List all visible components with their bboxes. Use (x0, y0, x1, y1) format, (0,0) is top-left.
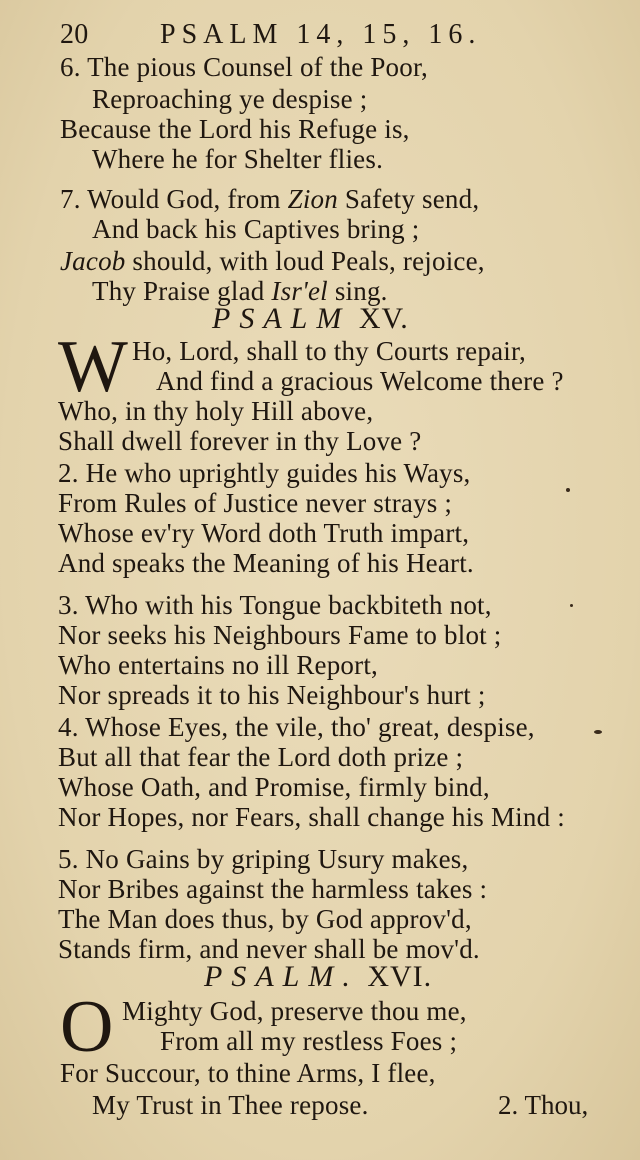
verse-line: And back his Captives bring ; (92, 214, 420, 244)
verse-line: And find a gracious Welcome there ? (156, 366, 564, 396)
verse-line: Nor Bribes against the harmless takes : (58, 874, 488, 904)
verse-line: Whose Oath, and Promise, firmly bind, (58, 772, 490, 802)
verse-line: But all that fear the Lord doth prize ; (58, 742, 464, 772)
text-run: should, with loud Peals, rejoice, (125, 246, 485, 276)
psalm-title (212, 304, 409, 334)
verse-line: 4. Whose Eyes, the vile, tho' great, despise, (58, 712, 535, 742)
verse-line: Where he for Shelter flies. (92, 144, 384, 174)
verse-line: Stands firm, and never shall be mov'd. (58, 934, 480, 964)
verse-line: Mighty God, preserve thou me, (122, 996, 467, 1026)
verse-line: Nor Hopes, nor Fears, shall change his Mind : (58, 802, 565, 832)
text-run: 7. Would God, from (60, 184, 288, 214)
ink-speck (570, 604, 573, 607)
italic-name: Zion (287, 184, 338, 214)
title-word: PSALM (212, 302, 351, 335)
text-run: Thy Praise glad (92, 276, 272, 306)
verse-line: From Rules of Justice never strays ; (58, 488, 453, 518)
verse-line (60, 246, 485, 276)
page-number: 20 (60, 19, 89, 50)
verse-line (60, 184, 479, 214)
text-run: Safety send, (337, 184, 480, 214)
running-head: PSALM 14, 15, 16. (160, 19, 482, 50)
verse-line: Ho, Lord, shall to thy Courts repair, (132, 336, 527, 366)
italic-name: Isr'el (271, 276, 328, 306)
italic-name: Jacob (60, 246, 126, 276)
verse-line: From all my restless Foes ; (160, 1026, 458, 1056)
verse-line: Reproaching ye despise ; (92, 84, 368, 114)
verse-line: Who, in thy holy Hill above, (58, 396, 374, 426)
text-run: sing. (327, 276, 388, 306)
title-number: XVI. (367, 960, 433, 993)
verse-line: Nor spreads it to his Neighbour's hurt ; (58, 680, 486, 710)
verse-line: Whose ev'ry Word doth Truth impart, (58, 518, 470, 548)
verse-line: Who entertains no ill Report, (58, 650, 378, 680)
verse-line: For Succour, to thine Arms, I flee, (60, 1058, 436, 1088)
catchword: 2. Thou, (498, 1090, 589, 1120)
drop-cap: W (58, 326, 128, 408)
title-number: XV. (358, 302, 409, 335)
verse-line: The Man does thus, by God approv'd, (58, 904, 472, 934)
verse-line: My Trust in Thee repose. (92, 1090, 369, 1120)
psalm-title (204, 962, 432, 992)
verse-line: Shall dwell forever in thy Love ? (58, 426, 422, 456)
drop-cap: O (60, 986, 114, 1068)
verse-line: 5. No Gains by griping Usury makes, (58, 844, 469, 874)
verse-line: 3. Who with his Tongue backbiteth not, (58, 590, 492, 620)
ink-speck (594, 730, 602, 734)
verse-line: And speaks the Meaning of his Heart. (58, 548, 474, 578)
verse-line: Because the Lord his Refuge is, (60, 114, 410, 144)
verse-line: 6. The pious Counsel of the Poor, (60, 52, 429, 82)
ink-speck (566, 488, 570, 492)
title-word: PSALM. (204, 960, 359, 993)
verse-line: 2. He who uprightly guides his Ways, (58, 458, 471, 488)
verse-line: Nor seeks his Neighbours Fame to blot ; (58, 620, 502, 650)
